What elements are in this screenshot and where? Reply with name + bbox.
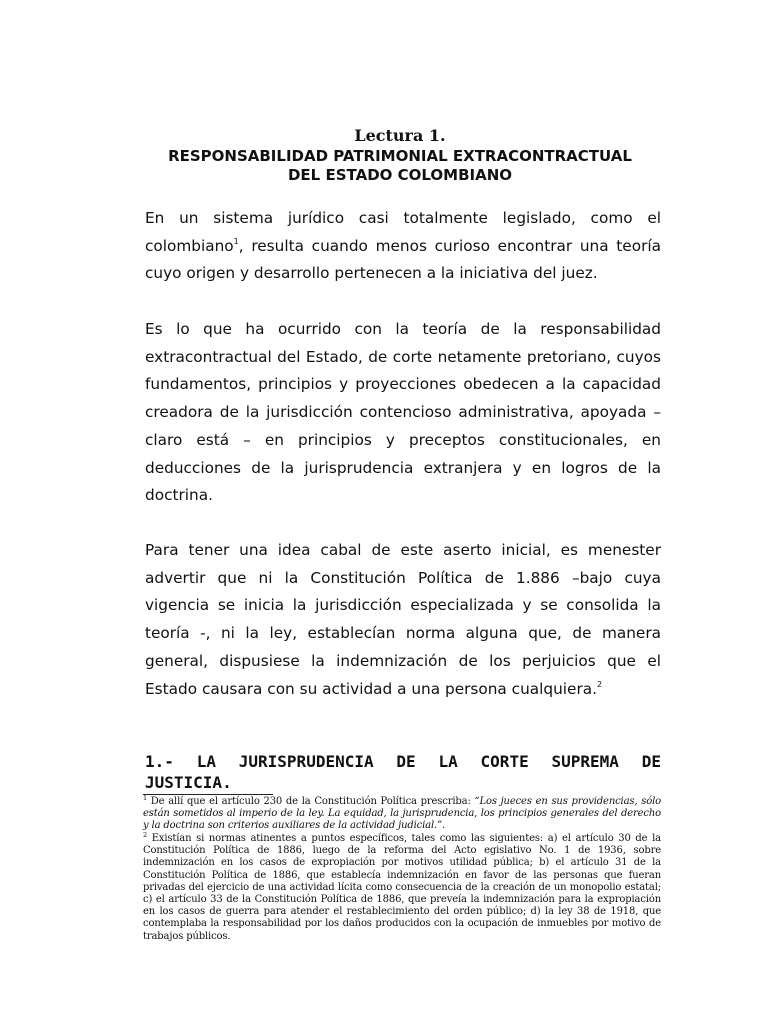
document-title-line-2: DEL ESTADO COLOMBIANO — [287, 166, 513, 184]
paragraph-1-text-b: , resulta cuando menos curioso encontrar una teoría cuyo origen y desarrollo pertenecen a la iniciativa del juez. — [145, 236, 661, 283]
paragraph-1-text-a: En un sistema jurídico casi totalmente legislado, como el colombiano — [145, 209, 661, 255]
footnote-ref-2[interactable]: 2 — [596, 679, 603, 689]
lecture-title: Lectura 1. — [354, 126, 446, 145]
paragraph-3 — [145, 537, 661, 703]
footnote-1-quote: “Los jueces en sus providencias, sólo están sometidos al imperio de la ley. La equidad, la jurisprudencia, los principios generales del derecho y la doctrina son criterios auxiliares de la actividad judicial.” — [143, 796, 661, 832]
footnote-1-text: De allí que el artículo 230 de la Constitución Política prescriba: — [147, 796, 475, 807]
paragraph-1 — [145, 205, 661, 288]
footnote-separator — [143, 794, 273, 795]
footnote-2 — [143, 833, 661, 943]
footnote-2-text: Existían si normas atinentes a puntos específicos, tales como las siguientes: a) el artículo 30 de la Constitución Política de 1886, luego de la reforma del Acto egislativo No. 1 de 1936, sobre indemnización en los casos de expropiación por motivos utilidad pública; b) el artículo 31 de la Constitución Política de 1886, que establecía indemnización en favor de las personas que fueran privadas del ejercicio de una actividad lícita como consecuencia de la creación de un monopolio estatal; c) el artículo 33 de la Constitución Política de 1886, que preveía la indemnización para la expropiación en los casos de guerra para atender el restablecimiento del orden público; d) la ley 38 de 1918, que contemplaba la responsabilidad por los daños producidos con la ocupación de inmuebles por motivo de trabajos públicos. — [143, 833, 661, 942]
footnote-1 — [143, 796, 661, 833]
footnote-1-end: . — [442, 820, 446, 832]
footnote-2-number: 2 — [143, 831, 147, 839]
footnote-ref-1[interactable]: 1 — [233, 236, 239, 246]
section-heading: 1.- LA JURISPRUDENCIA DE LA CORTE SUPREMA DE JUSTICIA. — [145, 752, 661, 792]
document-title-line-1: RESPONSABILIDAD PATRIMONIAL EXTRACONTRACTUAL — [168, 147, 632, 165]
paragraph-3-text: Para tener una idea cabal de este aserto inicial, es menester advertir que ni la Constitución Política de 1.886 –bajo cuya vigencia se inicia la jurisdicción especializada y se consolida la teoría -, ni la ley, establecían norma alguna que, de manera general, dispusiese la indemnización de los perjuicios que el Estado causara con su actividad a una persona cualquiera. — [145, 541, 661, 698]
footnote-1-number: 1 — [143, 794, 147, 802]
paragraph-2: Es lo que ha ocurrido con la teoría de la responsabilidad extracontractual del Estado, de corte netamente pretoriano, cuyos fundamentos, principios y proyecciones obedecen a la capacidad creadora de la jurisdicción contencioso administrativa, apoyada – claro está – en principios y preceptos constitucionales, en deducciones de la jurisprudencia extranjera y en logros de la doctrina. — [145, 320, 661, 505]
